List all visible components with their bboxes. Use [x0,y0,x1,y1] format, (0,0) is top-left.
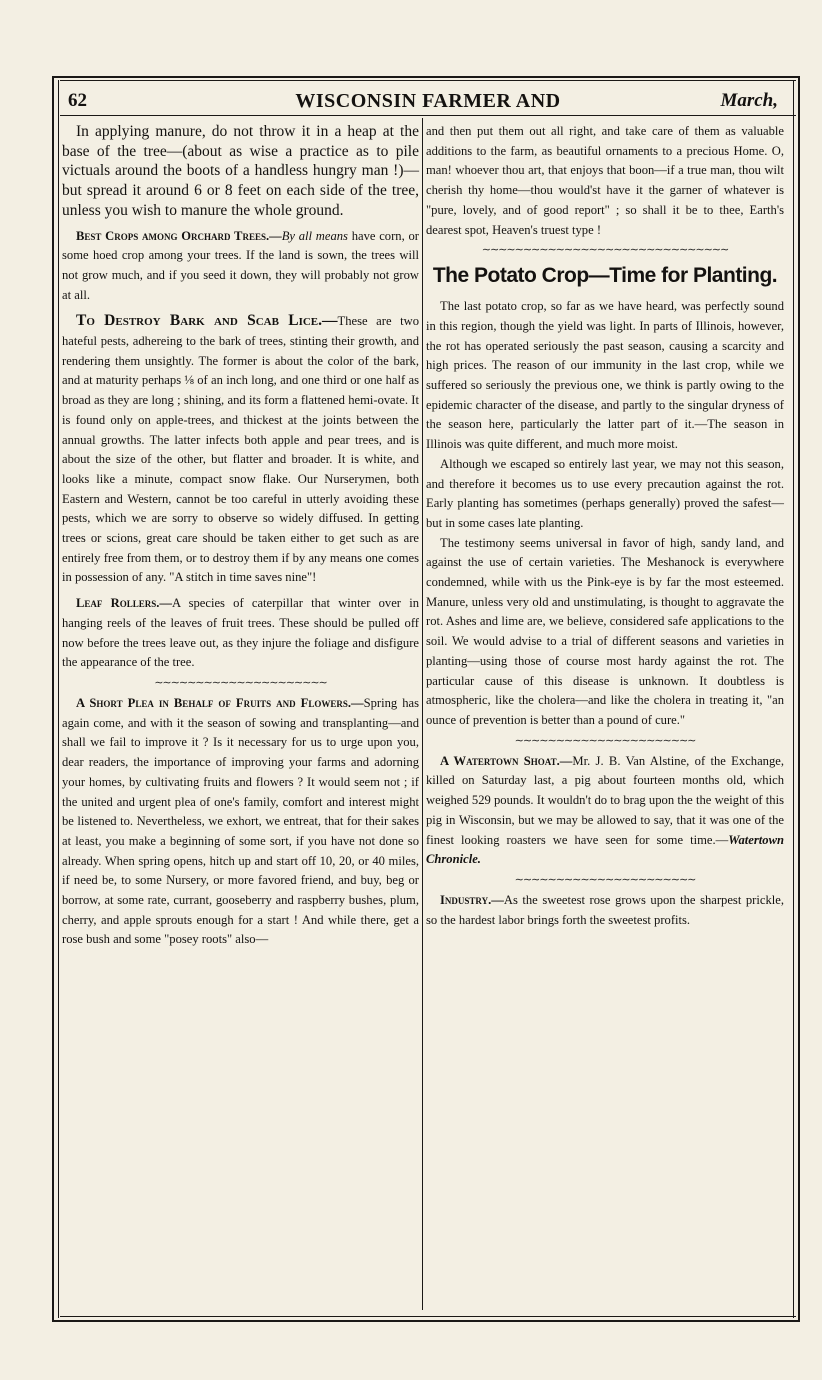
left-border-inner [58,80,59,1318]
leaf-rollers-body: A species of caterpillar that winter over in hanging reels of the leaves of fruit trees. These should be pulled off now before the trees leave out, as they injure the foliage and disfigure the appearance of the tree. [62,596,419,670]
issue-month: March, [720,90,778,111]
page-header [60,88,796,114]
best-crops-body: have corn, or some hoed crop among your trees. If the land is sown, the trees will not grow much, and if you seed it down, they will probably not grow at all. [62,228,419,302]
wavy-separator: ∼∼∼∼∼∼∼∼∼∼∼∼∼∼∼∼∼∼∼∼∼∼∼∼∼∼∼∼∼∼ [481,244,729,257]
short-plea-body: Spring has again come, and with it the season of sowing and transplanting—and shall we fail to improve it ? Is it necessary for us to urge upon you, dear readers, the importance of improving your farms and adorning your homes, by cultivating fruits and flowers ? It would seem not ; if the united and urgent plea of one's family, comfort and interest might be listened to. Nevertheless, we exhort, we entreat, that for their sakes at least, you make a beginning of some sort, if you have not done so already. When spring opens, hitch up and start off 10, 20, or 40 miles, if need be, to some Nursery, or more favored friend, and buy, beg or borrow, at some rate, currant, gooseberry and raspberry bushes, plum, cherry, and apple sprouts enough for a start ! And while there, get a rose bush and some "posey roots" also— [62,695,419,947]
bottom-rule-outer [52,1320,800,1322]
journal-title: WISCONSIN FARMER AND [295,90,561,112]
right-border-inner [793,80,794,1318]
potato-paragraph-2: Although we escaped so entirely last year, we may not this season, and therefore it becomes us to use every precaution against the rot. Early planting has sometimes (perhaps generally) proved the safest—but in some cases late planting. [426,456,784,530]
industry-heading: Industry.— [440,892,504,907]
best-crops-heading: Best Crops among Orchard Trees.— [76,228,282,243]
leaf-rollers-paragraph [62,594,419,673]
article-heading: The Potato Crop—Time for Planting. [432,264,778,288]
left-border-outer [52,76,54,1322]
best-crops-paragraph [62,227,419,306]
potato-paragraph-3: The testimony seems universal in favor of high, sandy land, and against the use of certain varieties. The Meshanock is everywhere condemned, while with us the Pink-eye is by far the most esteemed. Manure, unless very old and unstimulating, is thought to aggravate the rot. Ashes and lime are, we believe, considered safe applications to the soil. We would advise to a trial of different seasons and varieties in planting—using those of course most hardy against the rot. The particular cause of this disease is unknown. It doubtless is atmospheric, like the cholera—and like the cholera in treating it, "an ounce of prevention is better than a pound of cure." [426,535,784,727]
right-border-outer [798,76,800,1322]
leaf-rollers-heading: Leaf Rollers.— [76,596,172,611]
short-plea-heading: A Short Plea in Behalf of Fruits and Flowers.— [76,695,364,710]
bark-lice-body: These are two hateful pests, adhereing to the bark of trees, stinting their growth, and rendering them unsightly. The former is about the color of the bark, and at maturity perhaps ⅛ of an inch long, and one third or one half as broad as they are long ; shining, and its form a flattened hemi-ovate. It is found only on apple-trees, and thickest at the joints between the annual growths. The latter infects both apple and pear trees, and is about the size of the other, but flatter and broader. It is white, and looks like a minute, compact snow flake. Our Nurserymen, both Eastern and Western, cannot be too careful in utterly avoiding these pests, which we are sorry to observe so widely diffused. In getting trees or scions, great care should be taken either to get such as are entirely free from them, or to destroy them if by any means one comes in possession of any. "A stitch in time saves nine"! [62,314,419,585]
short-plea-paragraph [62,694,419,950]
bark-lice-heading: To Destroy Bark and Scab Lice.— [76,312,338,330]
watertown-shoat-paragraph [426,752,784,870]
manure-paragraph: In applying manure, do not throw it in a heap at the base of the tree—(about as wise a practice as to pile victuals around the boots of a handless hungry man !)—but spread it around 6 or 8 feet on each side of the tree, unless you wish to manure the whole ground. [62,123,419,219]
best-crops-emphasis: By all means [281,228,348,243]
bottom-rule-inner [60,1316,796,1317]
right-column [426,122,784,930]
industry-body: As the sweetest rose grows upon the sharpest prickle, so the hardest labor brings forth the sweetest profits. [426,892,784,927]
top-double-rule-inner [60,80,796,81]
header-underline [60,115,796,116]
watertown-shoat-heading: A Watertown Shoat.— [440,753,573,768]
industry-paragraph [426,891,784,930]
bark-lice-paragraph [62,311,419,588]
watertown-shoat-body: Mr. J. B. Van Alstine, of the Exchange, killed on Saturday last, a pig about fourteen months old, which weighed 529 pounds. It wouldn't do to brag upon the the weight of this pig in Wisconsin, but we may be allowed to say, that it was one of the finest looking roasters we have seen for some time.— [426,753,784,847]
left-column [62,122,419,950]
top-double-rule-outer [52,76,800,78]
wavy-separator: ∼∼∼∼∼∼∼∼∼∼∼∼∼∼∼∼∼∼∼∼∼∼ [514,873,696,886]
wavy-separator: ∼∼∼∼∼∼∼∼∼∼∼∼∼∼∼∼∼∼∼∼∼∼ [514,734,696,747]
column-divider [422,118,423,1310]
wavy-separator: ∼∼∼∼∼∼∼∼∼∼∼∼∼∼∼∼∼∼∼∼∼ [154,676,327,689]
home-paragraph: and then put them out all right, and take care of them as valuable additions to the farm, as beautiful ornaments to a precious Home. O, man! whoever thou art, that enjoys that boon—if a true man, thou wilt cherish thy home—thou would'st have it the garner of whatever is "pure, lovely, and of good report" ; so shall it be to thee, Earth's dearest spot, Heaven's truest type ! [426,124,784,237]
source-citation: Watertown Chronicle. [426,832,784,867]
page-number: 62 [68,90,87,111]
potato-paragraph-1: The last potato crop, so far as we have heard, was perfectly sound in this region, though the yield was light. In parts of Illinois, however, the rot has operated seriously the past season, causing a scarcity and high prices. The reason of our immunity in the last crop, while we suffered so seriously the previous one, we think is partly owing to the epidemic character of the disease, and partly to the singular dryness of the season here, particularly the latter part of it.—The season in Illinois was quite different, and much more moist. [426,299,784,452]
